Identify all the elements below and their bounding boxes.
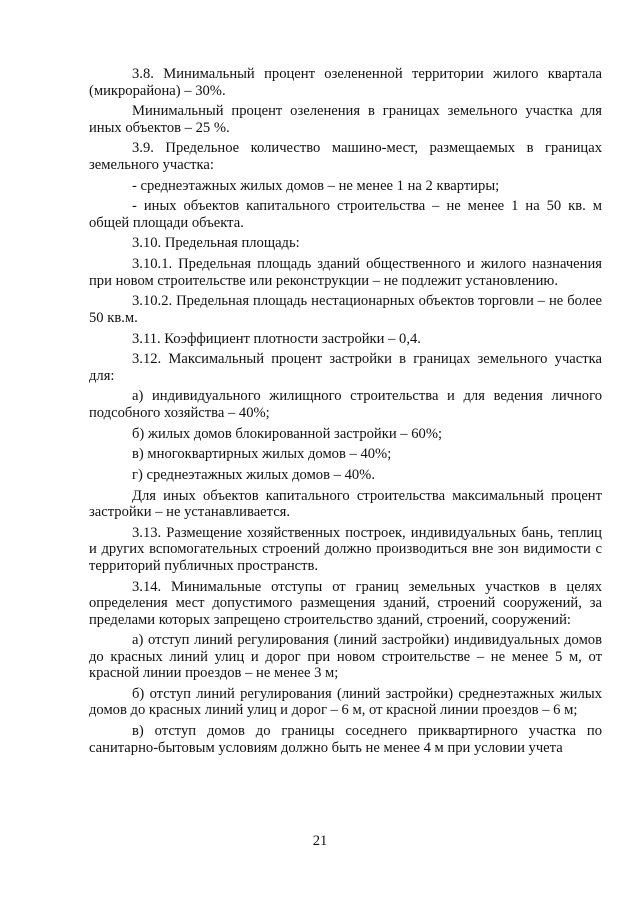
- paragraph-3-14-v: в) отступ домов до границы соседнего приквартирного участка по санитарно-бытовым условиям должно быть не менее 4 м при условии учета: [89, 723, 602, 756]
- paragraph-3-12-a: а) индивидуального жилищного строительства и для ведения личного подсобного хозяйства – 40%;: [89, 388, 602, 421]
- paragraph-3-10: 3.10. Предельная площадь:: [132, 235, 300, 252]
- paragraph-3-14: 3.14. Минимальные отступы от границ земельных участков в целях определения мест допустимого размещения зданий, строений сооружений, за пределами которых запрещено строительство зданий, строений, сооружений:: [89, 578, 602, 628]
- paragraph-3-12-b: б) жилых домов блокированной застройки – 60%;: [132, 425, 443, 442]
- paragraph-3-12-v: в) многоквартирных жилых домов – 40%;: [132, 446, 392, 463]
- paragraph-3-10-2: 3.10.2. Предельная площадь нестационарных объектов торговли – не более 50 кв.м.: [89, 293, 602, 326]
- paragraph-3-12: 3.12. Максимальный процент застройки в границах земельного участка для:: [89, 351, 602, 384]
- paragraph-3-10-1: 3.10.1. Предельная площадь зданий общественного и жилого назначения при новом строительстве или реконструкции – не подлежит установлению.: [89, 256, 602, 289]
- paragraph-3-9: 3.9. Предельное количество машино-мест, размещаемых в границах земельного участка:: [89, 140, 602, 173]
- paragraph-greening-other: Минимальный процент озеленения в границах земельного участка для иных объектов – 25 %.: [89, 103, 602, 136]
- paragraph-3-8: 3.8. Минимальный процент озелененной территории жилого квартала (микрорайона) – 30%.: [89, 66, 602, 99]
- paragraph-3-12-other: Для иных объектов капитального строительства максимальный процент застройки – не устанавливается.: [89, 487, 602, 521]
- paragraph-3-14-b: б) отступ линий регулирования (линий застройки) среднеэтажных жилых домов до красных линий улиц и дорог – 6 м, от красной линии проездов – 6 м;: [89, 685, 602, 719]
- paragraph-3-13: 3.13. Размещение хозяйственных построек, индивидуальных бань, теплиц и других вспомогательных строений должно производиться вне зон видимости с территорий публичных пространств.: [89, 524, 602, 574]
- paragraph-3-9-item-2: - иных объектов капитального строительства – не менее 1 на 50 кв. м общей площади объекта.: [89, 198, 602, 231]
- paragraph-3-9-item-1: - среднеэтажных жилых домов – не менее 1 на 2 квартиры;: [132, 177, 500, 194]
- paragraph-3-12-g: г) среднеэтажных жилых домов – 40%.: [132, 466, 375, 483]
- document-body: [89, 66, 602, 760]
- page-number: 21: [312, 833, 328, 849]
- paragraph-3-11: 3.11. Коэффициент плотности застройки – 0,4.: [132, 330, 421, 347]
- paragraph-3-14-a: а) отступ линий регулирования (линий застройки) индивидуальных домов до красных линий улиц и дорог при новом строительстве – не менее 5 м, от красной линии проездов – не менее 3 м;: [89, 632, 602, 682]
